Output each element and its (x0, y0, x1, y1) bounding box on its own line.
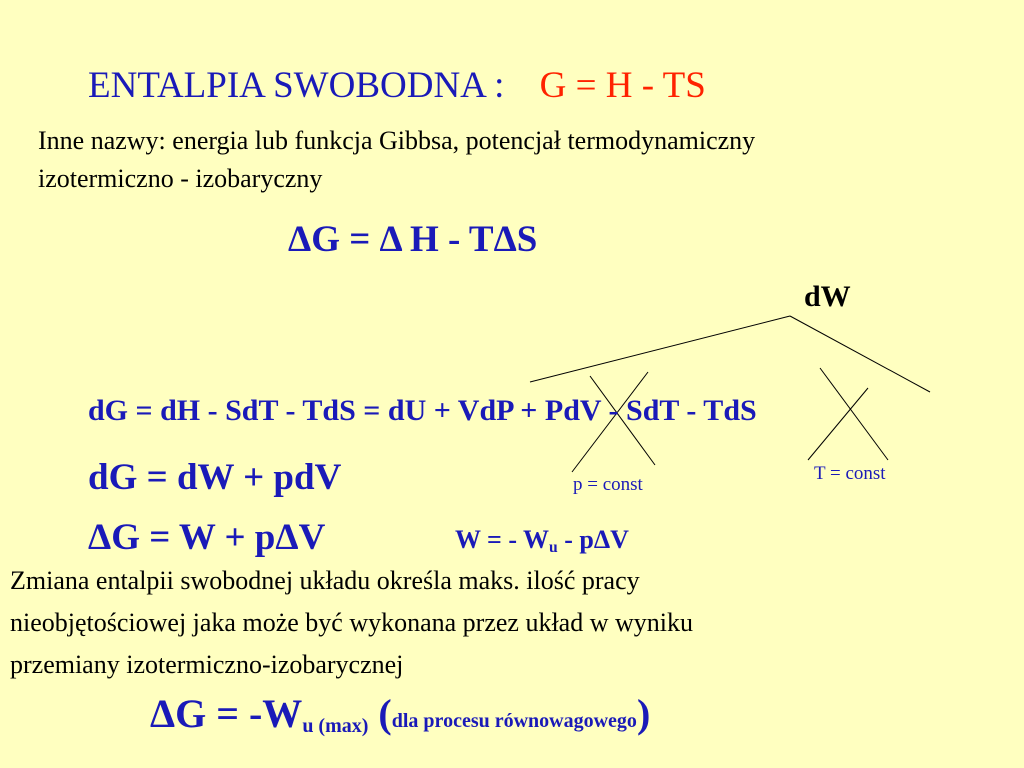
dg-equation: dG = dW + pdV (88, 457, 342, 498)
dw-line-right (790, 316, 930, 392)
title-label: ENTALPIA SWOBODNA : (88, 65, 505, 106)
dw-line-left (530, 316, 790, 382)
sdt-cross-line-2 (808, 388, 868, 460)
expanded-equation: dG = dH - SdT - TdS = dU + VdP + PdV - SdT - TdS (88, 394, 757, 427)
dw-label: dW (804, 280, 851, 313)
title-formula: G = H - TS (539, 65, 706, 106)
work-relation-prefix: W = - W (455, 525, 550, 554)
final-paren-open: ( (378, 691, 392, 736)
delta-g-work-equation: ΔG = W + pΔV (88, 517, 326, 558)
final-note: dla procesu równowagowego (391, 710, 637, 732)
explanation-line-2: nieobjętościowej jaka może być wykonana przez układ w wyniku (10, 608, 693, 637)
slide-title (88, 64, 706, 108)
explanation-line-3: przemiany izotermiczno-izobarycznej (10, 650, 404, 679)
delta-g-definition: ΔG = Δ H - TΔS (288, 219, 538, 260)
explanation-line-1: Zmiana entalpii swobodnej układu określa maks. ilość pracy (10, 566, 640, 595)
t-const-label: T = const (814, 463, 886, 484)
intro-line-2: izotermiczno - izobaryczny (38, 164, 323, 193)
final-equation-prefix: ΔG = -W (150, 691, 303, 736)
final-equation (150, 690, 650, 745)
work-relation-suffix: - pΔV (557, 525, 629, 554)
intro-line-1: Inne nazwy: energia lub funkcja Gibbsa, potencjał termodynamiczny (38, 126, 756, 155)
p-const-label: p = const (573, 474, 643, 495)
work-relation (455, 524, 629, 556)
sdt-cross-line-1 (820, 368, 888, 460)
work-relation-subscript: u (549, 538, 558, 556)
final-paren-close: ) (636, 691, 651, 736)
final-equation-subscript: u (max) (302, 715, 369, 737)
